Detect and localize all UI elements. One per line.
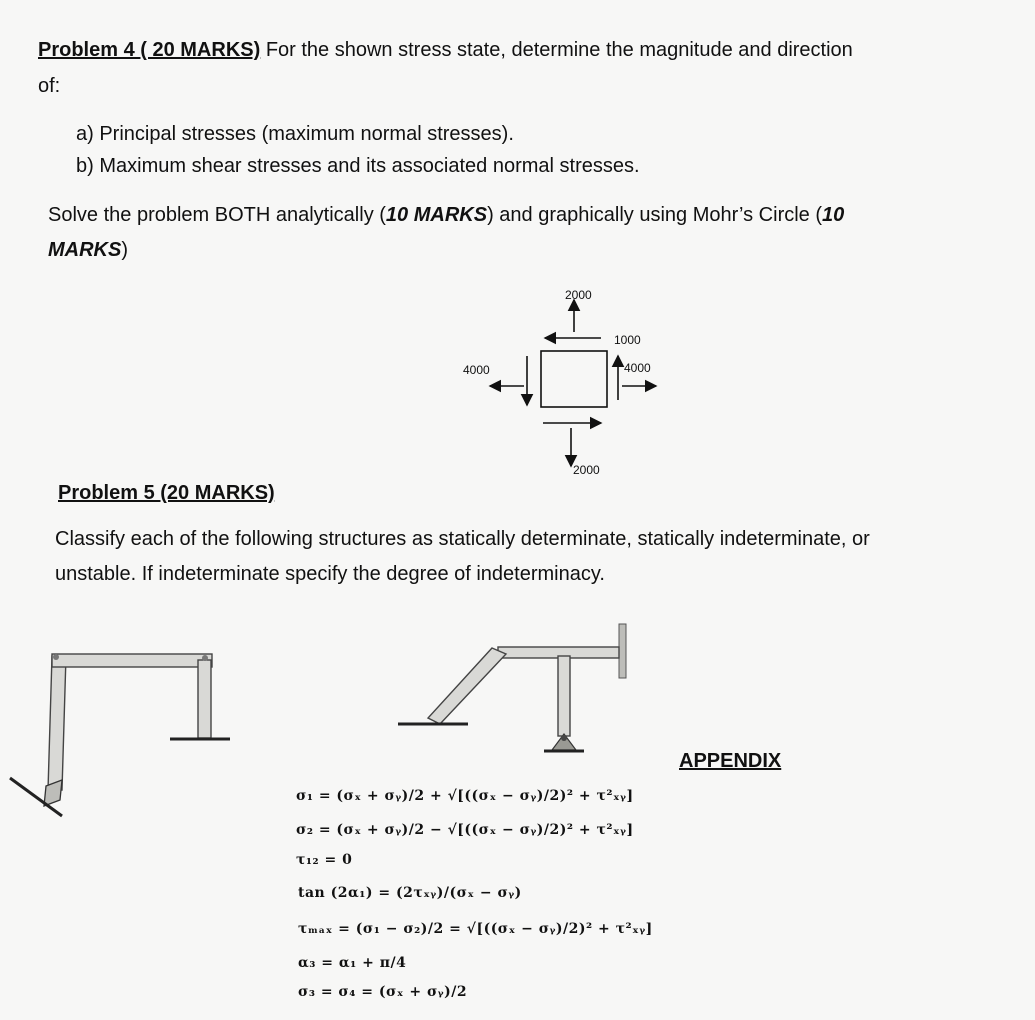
frame2-inclined-member — [428, 648, 506, 724]
label-top-stress: 2000 — [565, 288, 592, 302]
problem5-text-line2: unstable. If indeterminate specify the degree of indeterminacy. — [55, 563, 605, 585]
problem5-text-line1: Classify each of the following structures as statically determinate, statically indeterminate, or — [55, 528, 870, 550]
solve-text-2: ) and graphically using Mohr’s Circle ( — [487, 204, 823, 226]
label-left-normal: 4000 — [463, 363, 490, 377]
frame2-wall — [619, 624, 626, 678]
equation-tau-max: τₘₐₓ = (σ₁ − σ₂)/2 = √[((σₓ − σᵧ)/2)² + τ²ₓᵧ] — [298, 921, 653, 937]
equation-tan-alpha: tan (2α₁) = (2τₓᵧ)/(σₓ − σᵧ) — [298, 885, 522, 901]
equation-sigma1: σ₁ = (σₓ + σᵧ)/2 + √[((σₓ − σᵧ)/2)² + τ²ₓᵧ] — [296, 788, 634, 804]
solve-marks-graphical-word: MARKS — [48, 239, 122, 261]
label-bottom-stress: 2000 — [573, 463, 600, 477]
appendix-title: APPENDIX — [679, 750, 782, 772]
problem4-intro-text: For the shown stress state, determine the magnitude and direction — [260, 39, 853, 61]
problem4-intro-cont: of: — [38, 75, 61, 97]
frame2-column — [558, 656, 570, 736]
solve-marks-graphical-num: 10 — [822, 204, 845, 226]
solve-text-1: Solve the problem BOTH analytically ( — [48, 204, 386, 226]
equation-alpha3: α₃ = α₁ + π/4 — [298, 955, 407, 971]
problem4-heading: Problem 4 ( 20 MARKS) — [38, 39, 261, 61]
problem5-heading: Problem 5 (20 MARKS) — [58, 482, 275, 504]
equation-sigma2: σ₂ = (σₓ + σᵧ)/2 − √[((σₓ − σᵧ)/2)² + τ²ₓᵧ] — [296, 822, 634, 838]
solve-marks-analytical: 10 MARKS — [385, 204, 488, 226]
equation-sigma3: σ₃ = σ₄ = (σₓ + σᵧ)/2 — [298, 984, 468, 1000]
label-right-shear: 1000 — [614, 333, 641, 347]
frame2-pin — [561, 735, 567, 741]
problem4-item-a: a) Principal stresses (maximum normal stresses). — [76, 123, 514, 145]
equation-tau12: τ₁₂ = 0 — [296, 852, 353, 868]
solve-close: ) — [121, 239, 129, 261]
label-right-normal: 4000 — [624, 361, 651, 375]
problem4-item-b: b) Maximum shear stresses and its associated normal stresses. — [76, 155, 640, 177]
